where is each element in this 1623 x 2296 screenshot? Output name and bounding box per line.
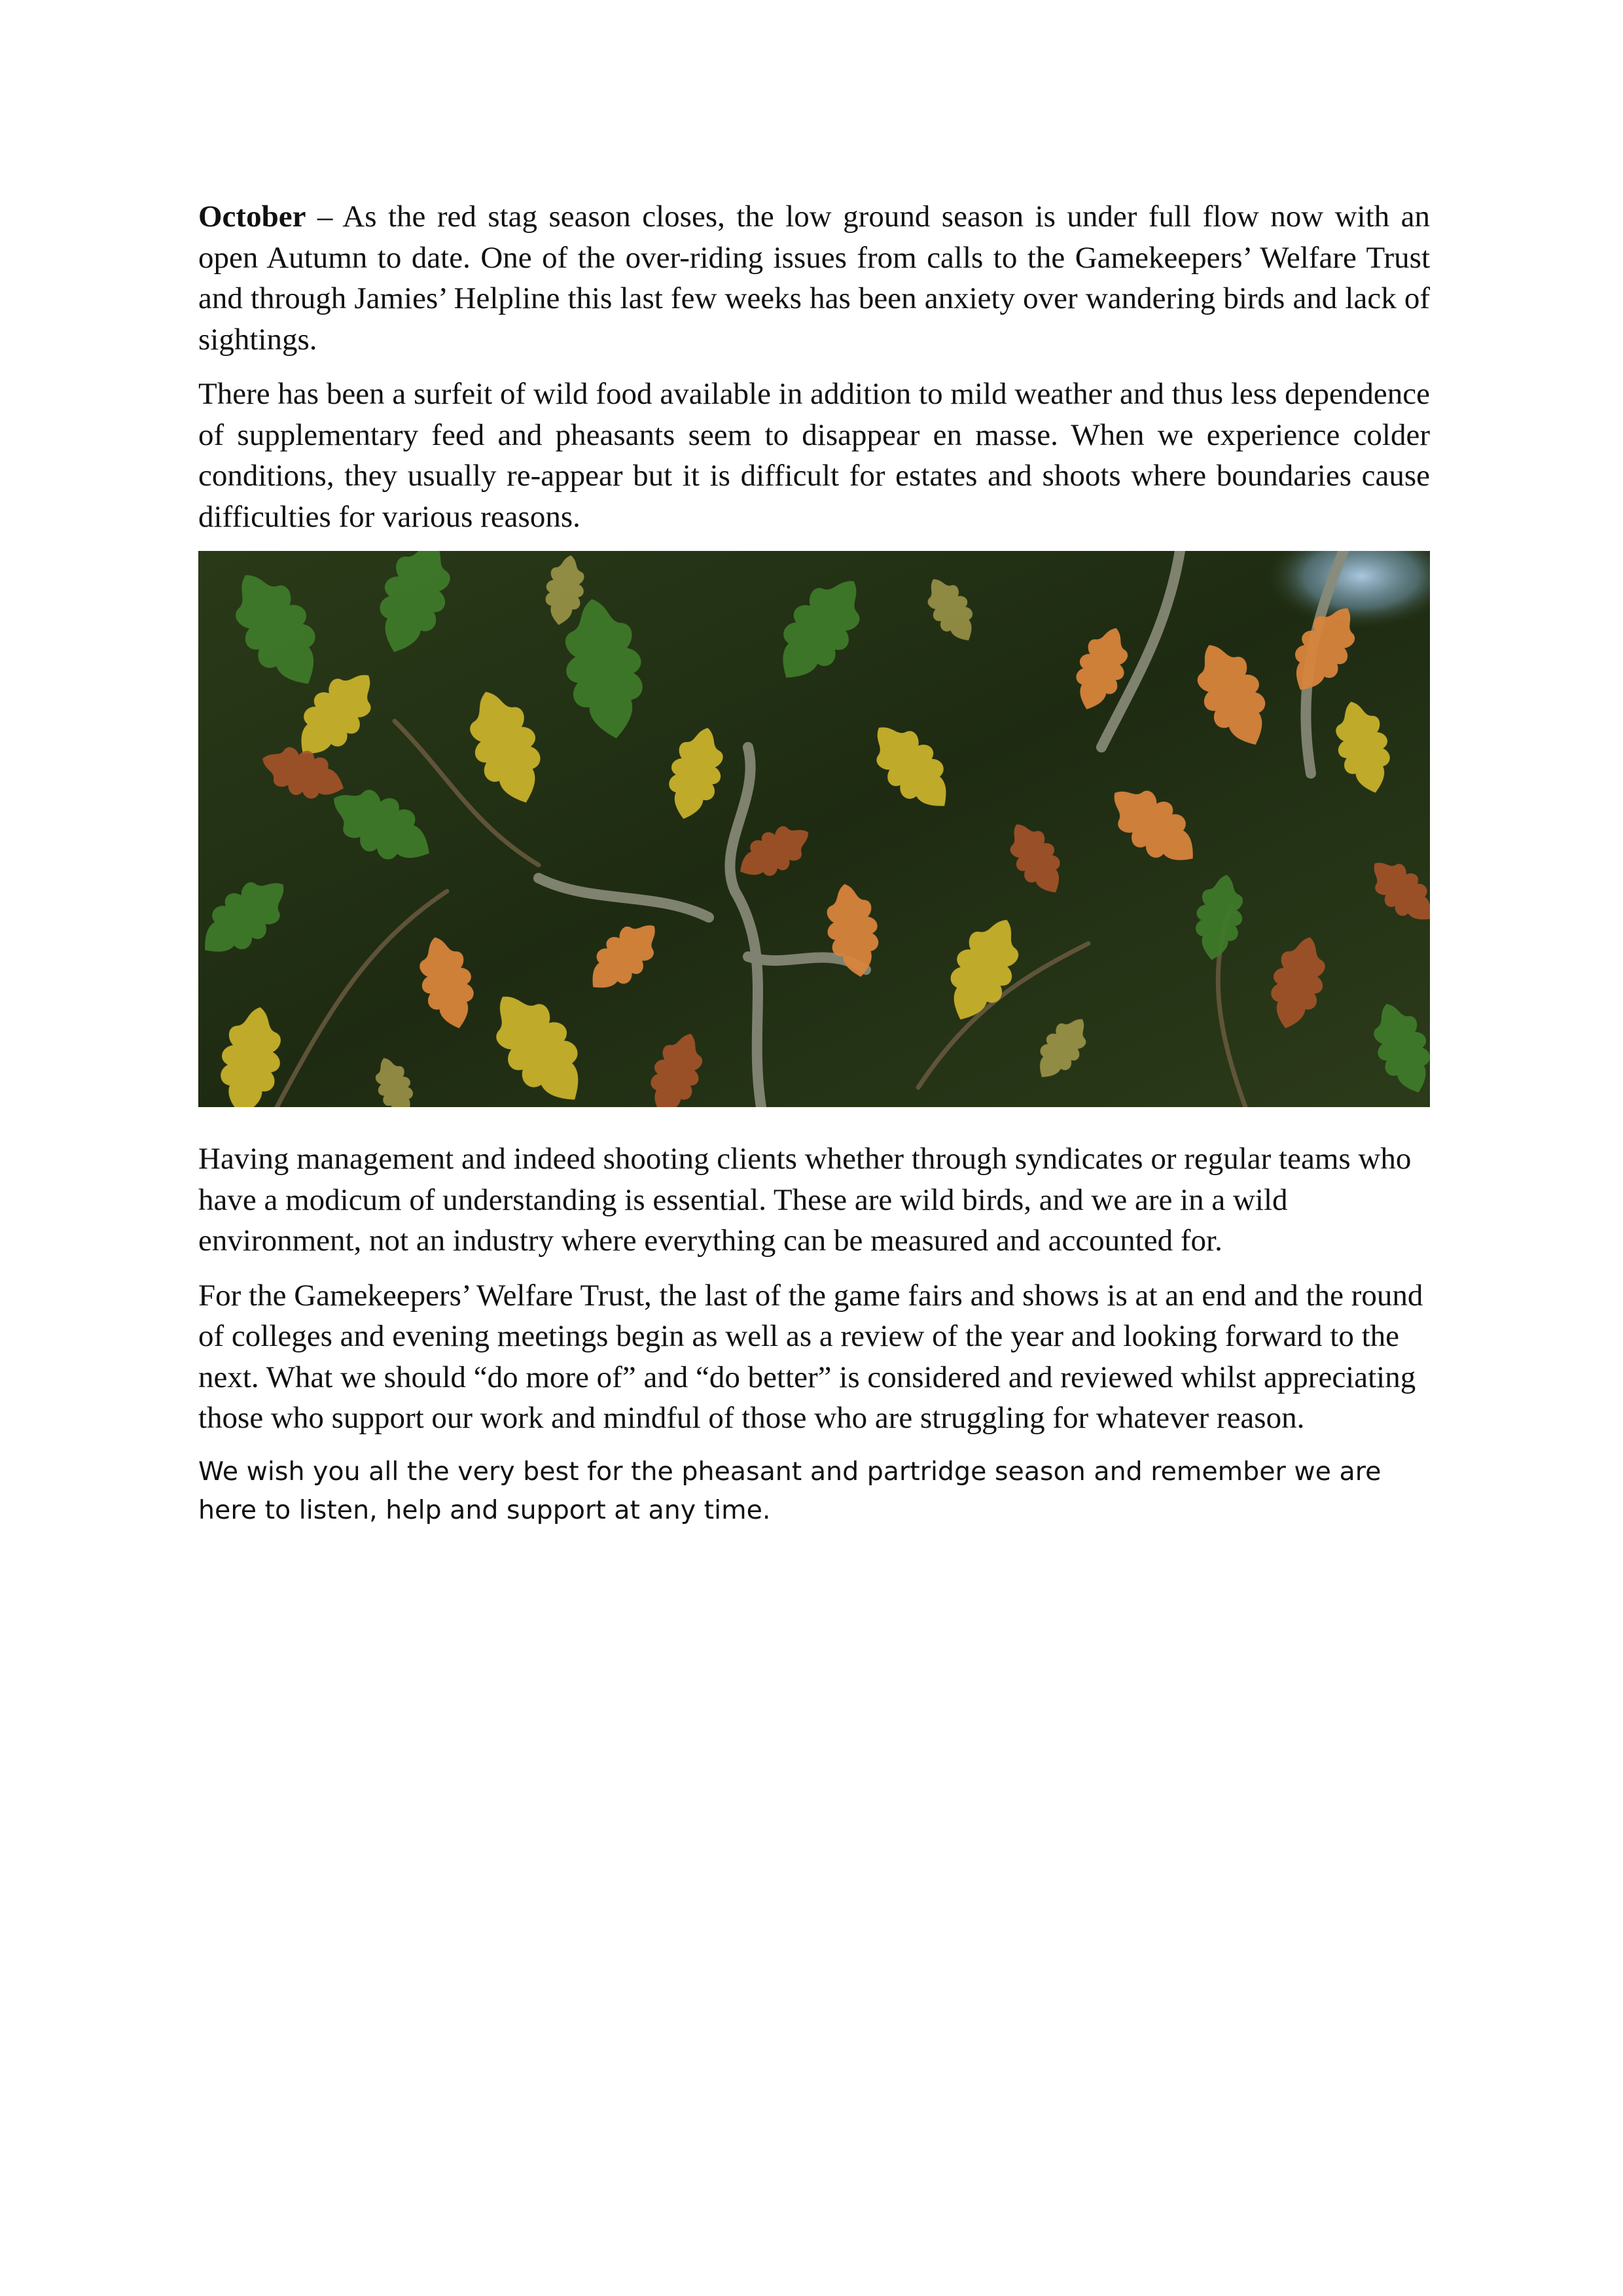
paragraph-october-text: – As the red stag season closes, the low ground season is under full flow now with an open Autumn to date. One of the over-riding issues from calls to the Gamekeepers’ Welfare Trust and through Jamies’ Helpline this last few weeks has been anxiety over wandering birds and lack of sightings. [198, 200, 1430, 357]
paragraph-wild-food: There has been a surfeit of wild food available in addition to mild weather and thus less dependence of supplementary feed and pheasants seem to disappear en masse. When we experience colder conditions, they usually re-appear but it is difficult for estates and shoots where boundaries cause difficulties for various reasons. [198, 377, 1430, 534]
document-body [198, 196, 1430, 1544]
paragraph-management: Having management and indeed shooting clients whether through syndicates or regular teams who have a modicum of understanding is essential. These are wild birds, and we are in a wild environment, not an industry where everything can be measured and accounted for. [198, 1142, 1412, 1258]
paragraph-season-wishes: We wish you all the very best for the pheasant and partridge season and remember we are here to listen, help and support at any time. [198, 1456, 1382, 1525]
oak-leaves-illustration [198, 551, 1430, 1107]
autumn-oak-leaves-photo [198, 551, 1430, 1107]
paragraph-october [198, 196, 1430, 360]
paragraph-lead-october: October [198, 200, 306, 234]
paragraph-welfare-trust: For the Gamekeepers’ Welfare Trust, the last of the game fairs and shows is at an end and the round of colleges and evening meetings begin as well as a review of the year and looking forward to the next. What we should “do more of” and “do better” is considered and reviewed whilst appreciating those who support our work and mindful of those who are struggling for whatever reason. [198, 1278, 1423, 1435]
